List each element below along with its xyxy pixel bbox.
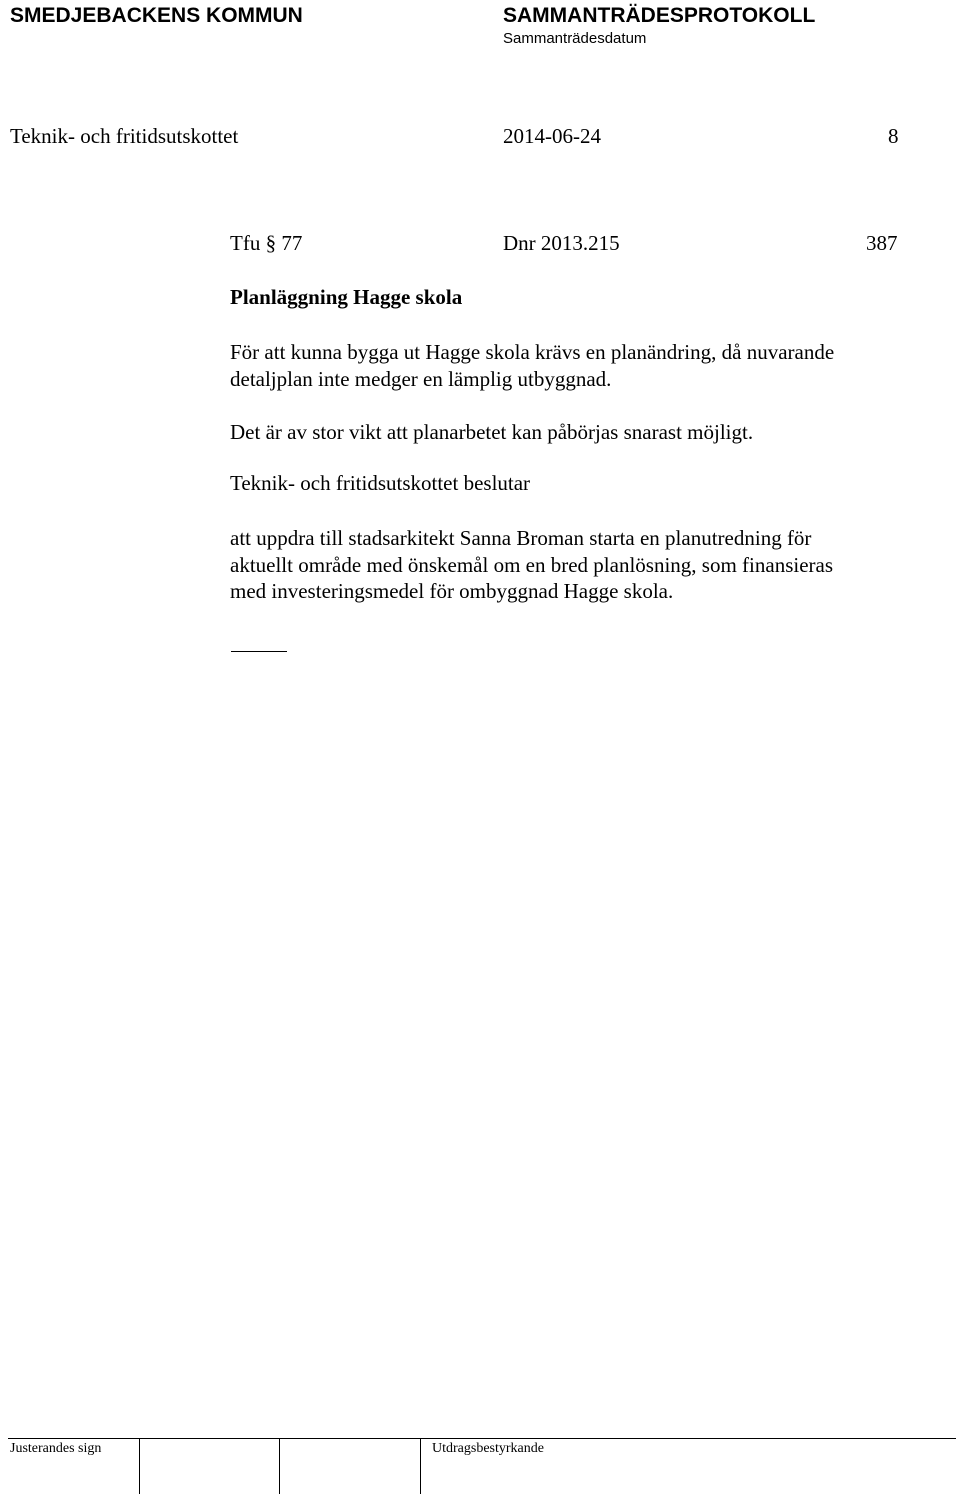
text-line: att uppdra till stadsarkitekt Sanna Broman starta en planutredning för [230,526,812,550]
text-line: aktuellt område med önskemål om en bred planlösning, som finansieras [230,552,834,577]
diary-sub-number: 387 [866,231,898,255]
footer-top-rule [8,1438,956,1439]
footer-divider [420,1438,421,1494]
diary-number: Dnr 2013.215 [503,231,620,255]
text-line: med investeringsmedel för ombyggnad Hagge skola. [230,579,674,603]
decision-paragraph [230,525,930,605]
background-paragraph [230,339,930,392]
page-number: 8 [888,124,899,148]
urgency-paragraph [230,419,930,446]
committee-name: Teknik- och fritidsutskottet [10,124,239,148]
extract-certification-label: Utdragsbestyrkande [432,1441,544,1456]
adjuster-sign-label: Justerandes sign [10,1441,102,1456]
section-end-rule [231,651,287,652]
text-line: Det är av stor vikt att planarbetet kan påbörjas snarast möjligt. [230,420,754,444]
municipality-name: SMEDJEBACKENS KOMMUN [10,4,303,27]
text-line: detaljplan inte medger en lämplig utbyggnad. [230,366,612,391]
meeting-date: 2014-06-24 [503,124,601,148]
signature-footer [0,1438,960,1494]
footer-divider [139,1438,140,1494]
text-line: För att kunna bygga ut Hagge skola krävs en planändring, då nuvarande [230,340,835,364]
footer-divider [279,1438,280,1494]
meeting-date-label: Sammanträdesdatum [503,30,647,47]
document-type: SAMMANTRÄDESPROTOKOLL [503,4,816,27]
paragraph-id: Tfu § 77 [230,231,303,255]
item-subject: Planläggning Hagge skola [230,285,463,309]
decision-heading: Teknik- och fritidsutskottet beslutar [230,471,531,495]
